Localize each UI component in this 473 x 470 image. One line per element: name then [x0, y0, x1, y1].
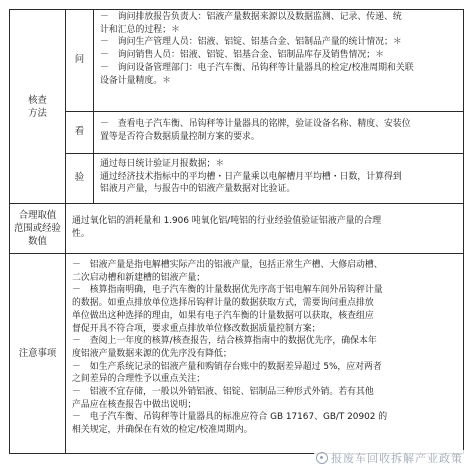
table-row — [10, 254, 464, 454]
row-label-reasonable-range — [10, 204, 66, 254]
label-text: 核查 方法 — [28, 94, 47, 119]
watermark — [314, 450, 465, 466]
sub-label-text: 问 — [74, 54, 85, 66]
text-line: － 查看电子汽车衡、吊钩秤等计量器具的铭牌，验证设备名称、精度、安装位 — [100, 119, 411, 129]
table-row — [10, 112, 464, 154]
text-line: － 询问排放报告负责人：铝液产量数据来源以及数据监测、记录、传递、统 — [100, 12, 402, 22]
text-line: 性。 — [72, 229, 90, 239]
table-row — [10, 204, 464, 254]
cell-check-content — [94, 154, 464, 204]
cell-reasonable-content — [66, 204, 464, 254]
text-line: 通过每日统计验证月报数据；＊ — [100, 159, 225, 169]
label-text: 注意事项 — [18, 348, 57, 359]
row-label-verify-method — [10, 10, 66, 204]
text-line: 通过氧化铝的消耗量和 1.906 吨氧化铝/吨铝的行业经验值验证铝液产量的合理 — [72, 216, 382, 227]
text-line: 产品应在核查报告中做出说明； — [72, 399, 197, 410]
text-line: 二次启动槽和新建槽的铝液产量； — [72, 272, 206, 283]
text-line: 置等是否符合数据质量控制方案的要求。 — [100, 131, 260, 142]
watermark-text: 报废车回收拆解产业政策 — [331, 452, 463, 465]
sub-label-check — [66, 154, 94, 204]
text-line: 督促开具不符合项，要求重点排放单位修改数据质量控制方案； — [72, 323, 321, 334]
text-line: 之间差异的合理性予以重点关注； — [72, 374, 206, 385]
text-line: 的数据。如重点排放单位选择吊钩秤计量的数据获取方式，需要询问重点排放 — [72, 298, 374, 309]
label-text: 合理取值 范围或经验 数值 — [14, 210, 61, 247]
verification-method-table — [9, 9, 464, 454]
text-line: 设备计量精度。＊ — [100, 75, 171, 86]
text-line: － 询问销售人员：铝液、铝锭、铝基合金、铝制品库存及销售情况；＊ — [100, 50, 384, 61]
sub-label-text: 验 — [74, 172, 85, 184]
text-line: － 铝液不宜存储，一般以外销铝液、铝锭、铝制品三种形式外销。若有其他 — [72, 387, 374, 398]
text-line: － 询问生产管理人员：铝液、铝锭、铝基合金、铝制品产量的统计情况；＊ — [100, 37, 402, 48]
table-row — [10, 154, 464, 204]
sub-label-look — [66, 112, 94, 154]
text-line: 单位做出这种选择的理由，如果有电子汽车衡的计量数据可以获取，核查组应 — [72, 310, 374, 321]
text-line: － 铝液产量是指电解槽实际产出的铝液产量，包括正常生产槽、大修启动槽、 — [72, 260, 383, 270]
text-line: － 核算指南明确，电子汽车衡的计量数据优先序高于铝电解车间外吊钩秤计量 — [72, 285, 383, 296]
text-line: 度铝液产量数据来源的优先序没有降低； — [72, 348, 232, 359]
cell-look-content — [94, 112, 464, 154]
table-row — [10, 10, 464, 112]
wechat-logo-icon — [316, 452, 328, 464]
sub-label-ask — [66, 10, 94, 112]
text-line: － 电子汽车衡、吊钩秤等计量器具的标准应符合 GB 17167、GB/T 20902 的 — [72, 412, 388, 423]
sub-label-text: 看 — [74, 126, 85, 138]
text-line: 计和汇总的过程；＊ — [100, 24, 180, 35]
text-line: 铝液月产量，与报告中的铝液产量数据对比验证。 — [100, 184, 296, 195]
text-line: 通过经济技术指标中的平均槽・日产量乘以电解槽月平均槽・日数，计算得到 — [100, 171, 402, 182]
text-line: 相关规定，并确保在有效的检定/校准周期内。 — [72, 425, 253, 436]
text-line: － 询问设备管理部门：电子汽车衡、吊钩秤等计量器具的检定/校准周期和关联 — [100, 62, 414, 73]
row-label-notes — [10, 254, 66, 454]
text-line: － 查阅上一年度的核算/核查报告，结合核算指南中的数据优先序，确保本年 — [72, 336, 377, 347]
cell-ask-content — [94, 10, 464, 112]
cell-notes-content — [66, 254, 464, 454]
text-line: － 如生产系统记录的铝液产量和购销存台账中的数据差异超过 5%，应对两者 — [72, 361, 382, 372]
